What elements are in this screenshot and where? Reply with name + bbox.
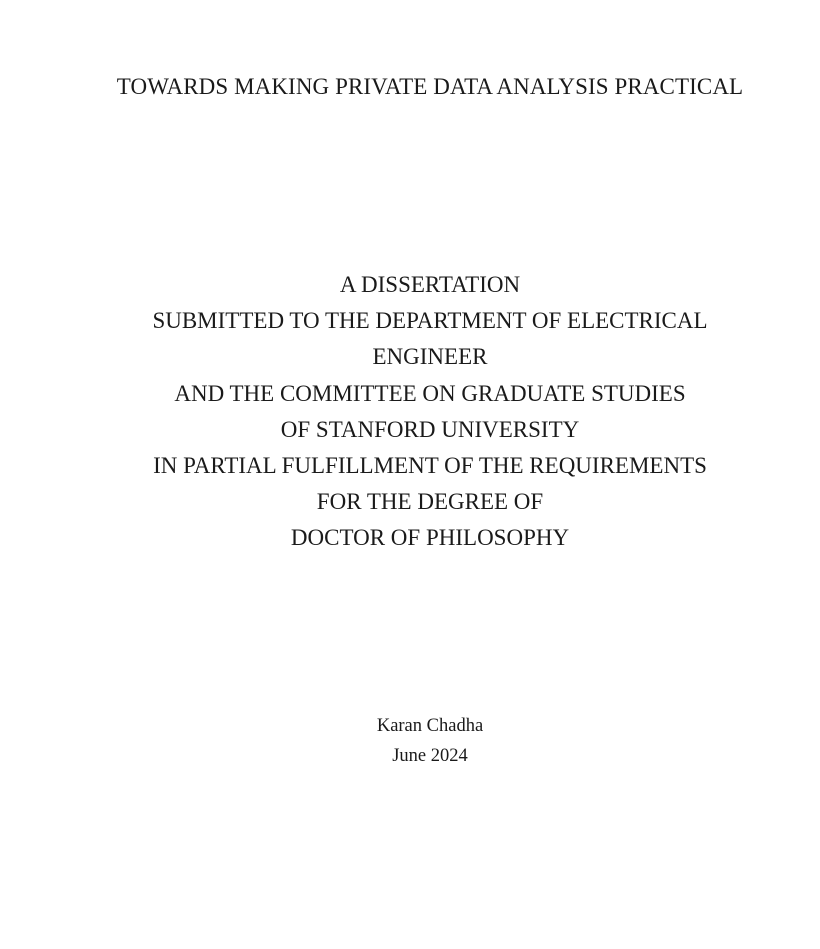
statement-line: IN PARTIAL FULFILLMENT OF THE REQUIREMENTS	[153, 453, 707, 479]
statement-line: OF STANFORD UNIVERSITY	[280, 416, 580, 442]
statement-line: ENGINEER	[372, 344, 488, 370]
statement-line: A DISSERTATION	[339, 272, 521, 297]
author-block	[0, 711, 820, 771]
statement-line: SUBMITTED TO THE DEPARTMENT OF ELECTRICAL	[152, 308, 708, 334]
statement-line: AND THE COMMITTEE ON GRADUATE STUDIES	[174, 380, 686, 406]
dissertation-title: TOWARDS MAKING PRIVATE DATA ANALYSIS PRACTICAL	[116, 74, 744, 99]
statement-line: DOCTOR OF PHILOSOPHY	[290, 525, 570, 551]
submission-date: June 2024	[392, 746, 468, 766]
submission-statement	[0, 267, 820, 557]
statement-line: FOR THE DEGREE OF	[316, 489, 544, 515]
author-name: Karan Chadha	[376, 716, 484, 736]
